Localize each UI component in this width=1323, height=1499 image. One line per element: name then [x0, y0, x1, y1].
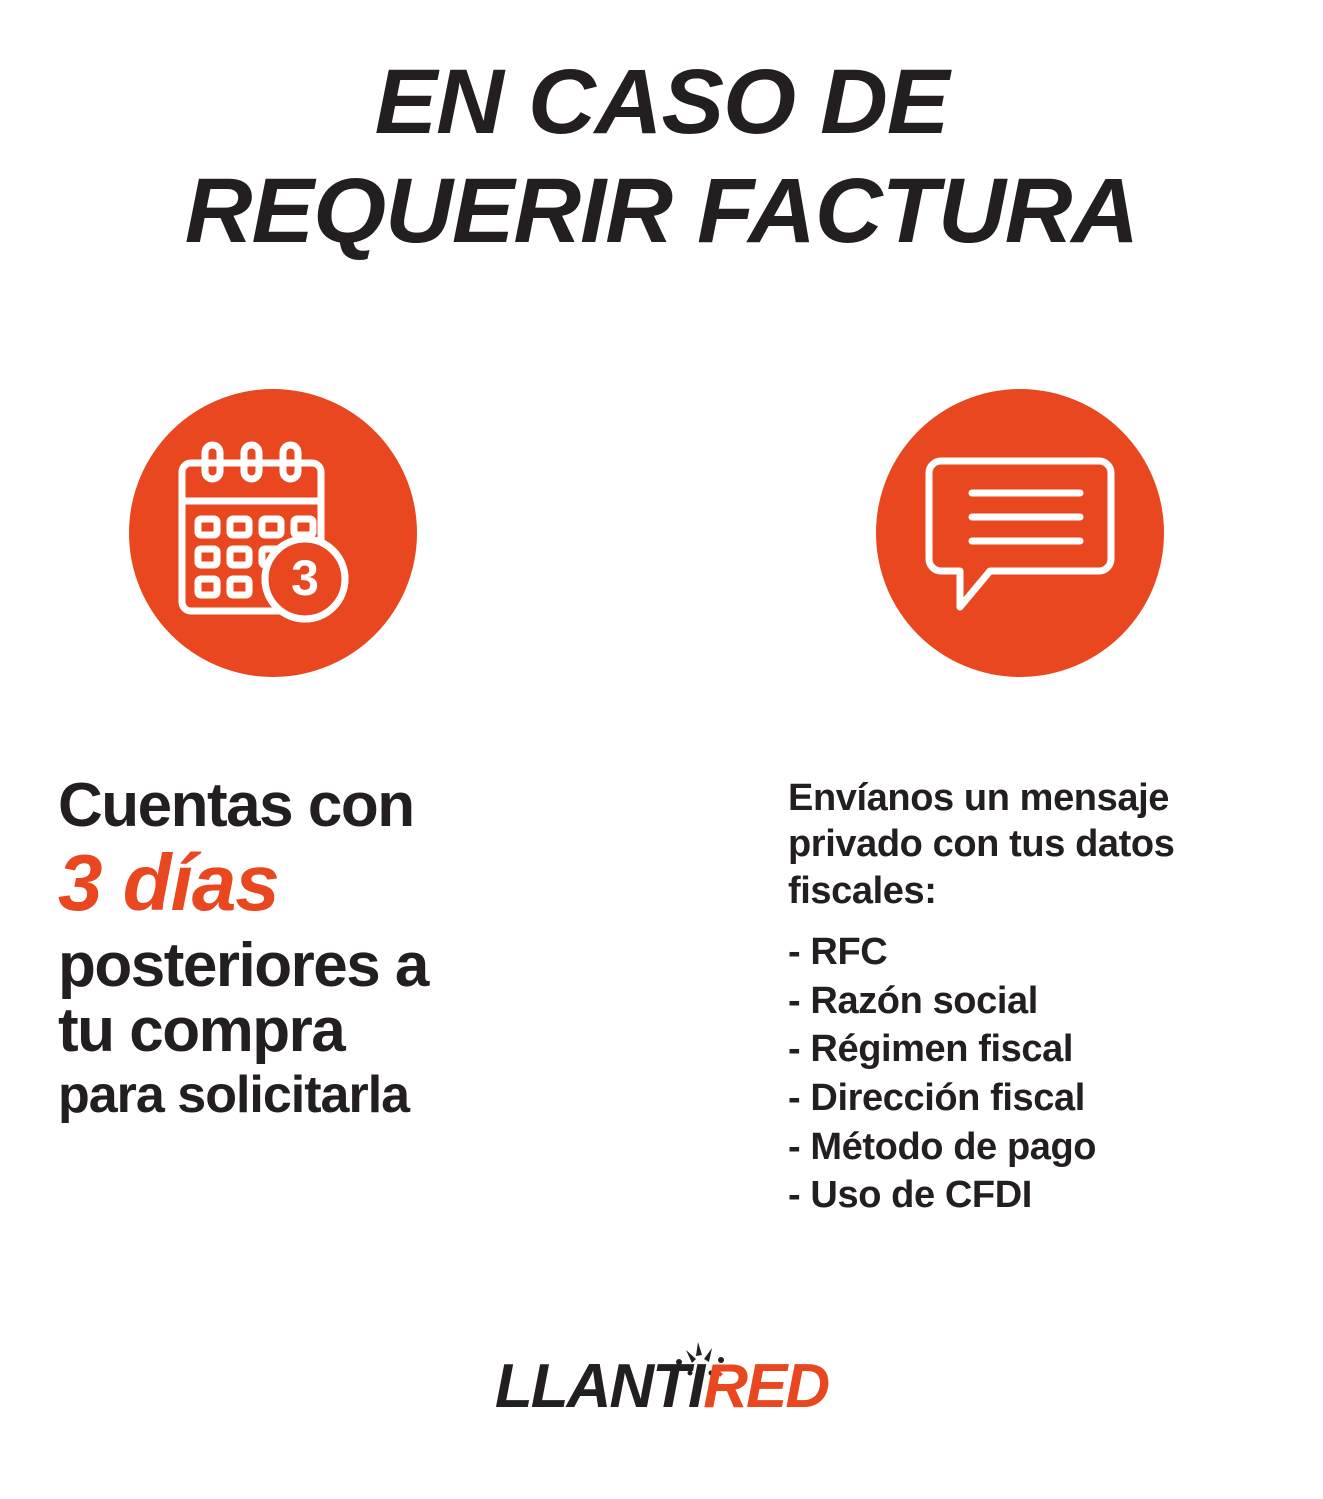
left-line-3: posteriores a: [58, 931, 428, 1000]
calendar-day-number: 3: [291, 550, 319, 606]
list-item: - Método de pago: [788, 1125, 1097, 1168]
list-item: - Uso de CFDI: [788, 1174, 1032, 1217]
left-line-4: tu compra: [58, 996, 345, 1066]
chat-icon-badge: [876, 389, 1164, 677]
fiscal-data-list: [788, 928, 1288, 1220]
left-line-5: para solicitarla: [58, 1066, 410, 1125]
right-text-block: [788, 775, 1288, 1220]
logo-wordmark: [494, 1352, 829, 1421]
headline-line-2: REQUERIR FACTURA: [184, 159, 1139, 262]
chat-message-icon: [876, 389, 1164, 677]
right-intro-text: Envíanos un mensaje privado con tus datos fiscales:: [788, 777, 1175, 912]
list-item: - RFC: [788, 931, 888, 974]
logo-part-b: RED: [703, 1352, 829, 1421]
left-line-1: Cuentas con: [58, 771, 414, 840]
brand-logo: [0, 1352, 1323, 1421]
calendar-icon-badge: [129, 389, 417, 677]
list-item: - Régimen fiscal: [788, 1028, 1074, 1071]
headline-line-1: EN CASO DE: [374, 51, 949, 153]
left-line-2-highlight: 3 días: [58, 838, 279, 927]
list-item: - Razón social: [788, 979, 1038, 1022]
list-item: - Dirección fiscal: [788, 1076, 1085, 1119]
left-text-block: [58, 771, 648, 1125]
calendar-3-days-icon: [129, 389, 417, 677]
logo-part-a: LLANTI: [494, 1352, 704, 1421]
page-title: [0, 48, 1323, 265]
